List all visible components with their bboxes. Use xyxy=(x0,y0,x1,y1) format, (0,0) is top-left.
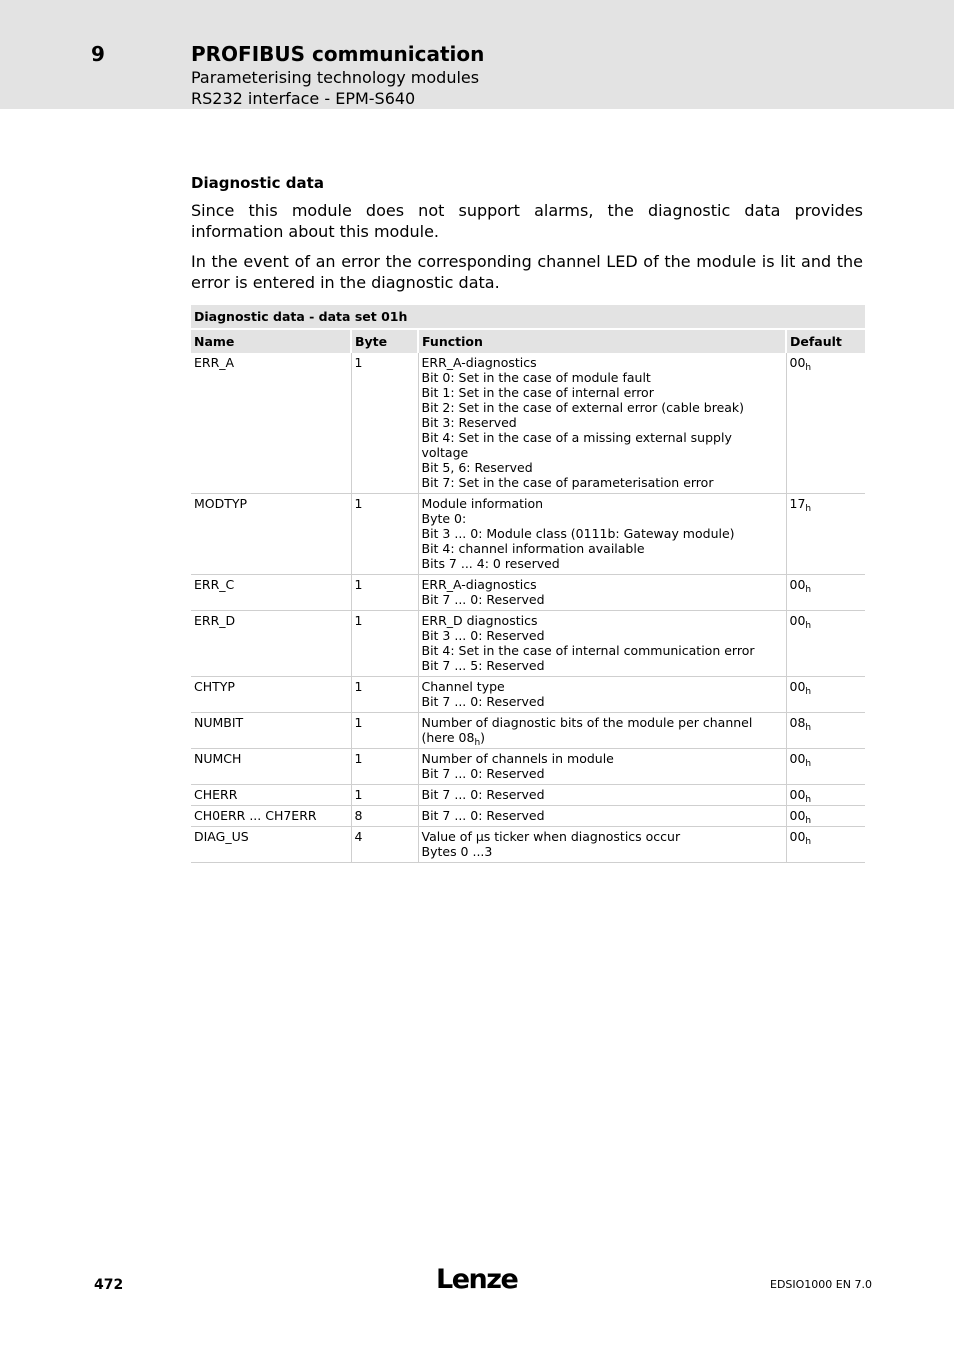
cell-default xyxy=(786,611,865,677)
hex-subscript: h xyxy=(805,687,812,697)
chapter-number: 9 xyxy=(91,42,105,66)
cell-byte: 1 xyxy=(351,575,418,611)
cell-byte: 1 xyxy=(351,749,418,785)
hex-subscript: h xyxy=(805,621,812,631)
table-row xyxy=(191,575,865,611)
cell-byte: 8 xyxy=(351,806,418,827)
function-line: Bit 0: Set in the case of module fault xyxy=(421,370,651,385)
function-text-end: ) xyxy=(480,730,486,745)
table-row xyxy=(191,713,865,749)
function-line: Bit 7 ... 0: Reserved xyxy=(421,766,545,781)
cell-default xyxy=(786,575,865,611)
cell-name: MODTYP xyxy=(191,494,351,575)
hex-subscript: h xyxy=(805,795,812,805)
function-line: ERR_A-diagnostics xyxy=(421,355,537,370)
cell-default xyxy=(786,749,865,785)
column-header-function: Function xyxy=(418,329,786,353)
diagnostic-data-table xyxy=(191,305,865,863)
function-line: Bit 7: Set in the case of parameterisation error xyxy=(421,475,714,490)
function-line: Bit 7 ... 0: Reserved xyxy=(421,808,545,823)
table-row xyxy=(191,827,865,863)
lenze-logo: Lenze xyxy=(436,1264,518,1295)
default-value: 00 xyxy=(789,679,806,694)
function-line: Bytes 0 ...3 xyxy=(421,844,493,859)
hex-subscript: h xyxy=(805,837,812,847)
intro-paragraph: Since this module does not support alarms, the diagnostic data provides information about this module. xyxy=(191,201,863,241)
function-line: Bits 7 ... 4: 0 reserved xyxy=(421,556,560,571)
table-row xyxy=(191,749,865,785)
function-line: Bit 3 ... 0: Module class (0111b: Gateway module) xyxy=(421,526,735,541)
function-line: Byte 0: xyxy=(421,511,467,526)
cell-function xyxy=(418,749,786,785)
function-line: ERR_A-diagnostics xyxy=(421,577,537,592)
cell-default xyxy=(786,713,865,749)
function-line: Bit 4: channel information available xyxy=(421,541,645,556)
hex-subscript: h xyxy=(474,738,481,748)
cell-name: DIAG_US xyxy=(191,827,351,863)
hex-subscript: h xyxy=(805,504,812,514)
cell-function xyxy=(418,575,786,611)
cell-byte: 1 xyxy=(351,677,418,713)
default-value: 00 xyxy=(789,355,806,370)
section-heading: Diagnostic data xyxy=(191,174,324,192)
cell-default xyxy=(786,677,865,713)
function-text: Number of diagnostic bits of the module per channel (here 08 xyxy=(421,715,753,745)
hex-subscript: h xyxy=(805,816,812,826)
function-line: Bit 4: Set in the case of a missing external supply voltage xyxy=(421,430,732,460)
default-value: 00 xyxy=(789,613,806,628)
function-line: Module information xyxy=(421,496,544,511)
function-line: Bit 7 ... 0: Reserved xyxy=(421,694,545,709)
cell-default xyxy=(786,353,865,494)
default-value: 00 xyxy=(789,829,806,844)
cell-byte: 4 xyxy=(351,827,418,863)
default-value: 08 xyxy=(789,715,806,730)
table-row xyxy=(191,785,865,806)
function-line: Value of µs ticker when diagnostics occur xyxy=(421,829,681,844)
default-value: 00 xyxy=(789,751,806,766)
cell-name: ERR_D xyxy=(191,611,351,677)
error-paragraph: In the event of an error the corresponding channel LED of the module is lit and the error is entered in the diagnostic data. xyxy=(191,252,863,292)
column-header-default: Default xyxy=(786,329,865,353)
cell-name: NUMBIT xyxy=(191,713,351,749)
hex-subscript: h xyxy=(805,723,812,733)
column-header-byte: Byte xyxy=(351,329,418,353)
page-number: 472 xyxy=(94,1277,124,1293)
table-caption: Diagnostic data - data set 01h xyxy=(191,305,865,329)
function-line: ERR_D diagnostics xyxy=(421,613,538,628)
cell-default xyxy=(786,494,865,575)
function-line: Bit 2: Set in the case of external error (cable break) xyxy=(421,400,745,415)
column-header-name: Name xyxy=(191,329,351,353)
function-line: Channel type xyxy=(421,679,505,694)
subtitle-line-1: Parameterising technology modules xyxy=(191,68,480,87)
cell-function xyxy=(418,785,786,806)
cell-byte: 1 xyxy=(351,353,418,494)
cell-byte: 1 xyxy=(351,494,418,575)
cell-default xyxy=(786,806,865,827)
table-body xyxy=(191,353,865,863)
function-line: Bit 3 ... 0: Reserved xyxy=(421,628,545,643)
function-line: Bit 4: Set in the case of internal communication error xyxy=(421,643,755,658)
table-row xyxy=(191,353,865,494)
function-line: Bit 5, 6: Reserved xyxy=(421,460,533,475)
cell-function xyxy=(418,611,786,677)
cell-name: NUMCH xyxy=(191,749,351,785)
cell-function xyxy=(418,806,786,827)
cell-byte: 1 xyxy=(351,785,418,806)
chapter-title: PROFIBUS communication xyxy=(191,42,485,66)
cell-function xyxy=(418,677,786,713)
function-line: Bit 7 ... 0: Reserved xyxy=(421,592,545,607)
cell-function xyxy=(418,353,786,494)
cell-function xyxy=(418,827,786,863)
function-line: Number of channels in module xyxy=(421,751,614,766)
function-line: Bit 7 ... 0: Reserved xyxy=(421,787,545,802)
cell-default xyxy=(786,827,865,863)
cell-byte: 1 xyxy=(351,611,418,677)
cell-name: CH0ERR ... CH7ERR xyxy=(191,806,351,827)
table-row xyxy=(191,677,865,713)
document-id: EDSIO1000 EN 7.0 xyxy=(770,1278,872,1291)
cell-function xyxy=(418,494,786,575)
table-row xyxy=(191,611,865,677)
hex-subscript: h xyxy=(805,585,812,595)
default-value: 00 xyxy=(789,577,806,592)
function-line: Bit 3: Reserved xyxy=(421,415,517,430)
default-value: 17 xyxy=(789,496,806,511)
cell-name: ERR_A xyxy=(191,353,351,494)
cell-default xyxy=(786,785,865,806)
table-row xyxy=(191,806,865,827)
function-line: Bit 1: Set in the case of internal error xyxy=(421,385,654,400)
subtitle-line-2: RS232 interface - EPM-S640 xyxy=(191,89,416,108)
table-row xyxy=(191,494,865,575)
hex-subscript: h xyxy=(805,363,812,373)
cell-function xyxy=(418,713,786,749)
function-line: Bit 7 ... 5: Reserved xyxy=(421,658,545,673)
cell-name: CHERR xyxy=(191,785,351,806)
default-value: 00 xyxy=(789,787,806,802)
cell-name: CHTYP xyxy=(191,677,351,713)
hex-subscript: h xyxy=(805,759,812,769)
cell-byte: 1 xyxy=(351,713,418,749)
default-value: 00 xyxy=(789,808,806,823)
cell-name: ERR_C xyxy=(191,575,351,611)
